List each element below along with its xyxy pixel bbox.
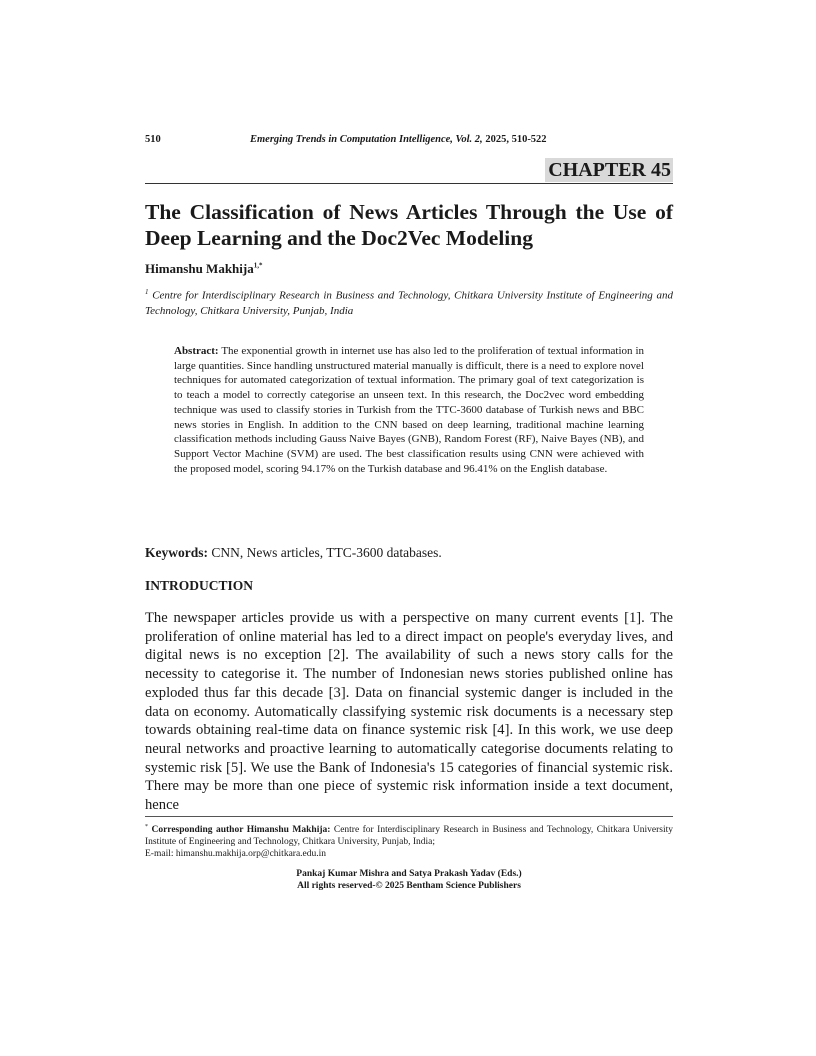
author-superscript: 1,* (253, 261, 263, 270)
footnote-label: Corresponding author Himanshu Makhija: (148, 825, 331, 836)
affiliation (145, 285, 673, 319)
journal-name: Emerging Trends in Computation Intelligence, Vol. 2, (250, 134, 483, 145)
affiliation-marker: 1 (145, 288, 149, 296)
page-number: 510 (145, 134, 161, 145)
abstract (174, 344, 644, 476)
copyright-line: All rights reserved-© 2025 Bentham Science Publishers (297, 881, 521, 891)
editors-line: Pankaj Kumar Mishra and Satya Prakash Yadav (Eds.) (296, 869, 522, 879)
keywords-label: Keywords: (145, 545, 208, 560)
footnote-text: Centre for Interdisciplinary Research in Business and Technology, Chitkara University Institute of Engineering and Technology, Chitkara University, Punjab, India; (145, 825, 673, 848)
author-name: Himanshu Makhija (145, 261, 254, 276)
running-head (145, 134, 673, 150)
section-heading-introduction: INTRODUCTION (145, 578, 254, 593)
chapter-label: CHAPTER 45 (545, 158, 673, 182)
footnote-rule (145, 816, 673, 817)
abstract-label: Abstract: (174, 345, 219, 357)
abstract-text: The exponential growth in internet use has also led to the proliferation of textual information in large quantities. Since handling unstructured material manually is difficult, there is a need to explore novel techniques for automated categorization of textual information. The primary goal of text categorization is to teach a model to correctly categorise an unseen text. In this research, the Doc2vec word embedding technique was used to classify stories in Turkish from the TTC-3600 database of Turkish news and BBC news stories in English. In addition to the CNN based on deep learning, traditional machine learning classification methods including Gauss Naive Bayes (GNB), Random Forest (RF), Naive Bayes (NB), and Support Vector Machine (SVM) are used. The best classification results using CNN were achieved with the proposed model, scoring 94.17% on the Turkish database and 96.41% on the English database. (174, 345, 644, 475)
introduction-body: The newspaper articles provide us with a perspective on many current events [1]. The proliferation of online material has led to a direct impact on people's everyday lives, and digital news is no exception [2]. The availability of such a news story calls for the necessity to categorise it. The number of Indonesian news stories published online has exploded thus far this decade [3]. Data on financial systemic danger is included in the data on economy. Automatically classifying systemic risk documents is a necessary step towards obtaining real-time data on finance systemic risk [4]. In this work, we use deep neural networks and proactive learning to automatically categorise documents relating to systemic risk [5]. We use the Bank of Indonesia's 15 categories of financial systemic risk. There may be more than one piece of systemic risk information inside a text document, hence (145, 610, 673, 814)
author (145, 261, 262, 277)
editors-block (145, 868, 673, 892)
affiliation-text: Centre for Interdisciplinary Research in Business and Technology, Chitkara University Institute of Engineering and Technology, Chitkara University, Punjab, India (145, 289, 673, 317)
footnote-marker: * (145, 824, 148, 830)
keywords (145, 545, 442, 561)
journal-citation (250, 134, 547, 145)
chapter-label-wrap (545, 158, 673, 182)
footnote-email: E-mail: himanshu.makhija.orp@chitkara.edu.in (145, 849, 327, 860)
header-rule (145, 183, 673, 184)
footnote (145, 821, 673, 860)
journal-year-pages: 2025, 510-522 (482, 134, 547, 145)
keywords-text: CNN, News articles, TTC-3600 databases. (208, 545, 442, 560)
paper-title: The Classification of News Articles Through the Use of Deep Learning and the Doc2Vec Modeling (145, 200, 673, 250)
